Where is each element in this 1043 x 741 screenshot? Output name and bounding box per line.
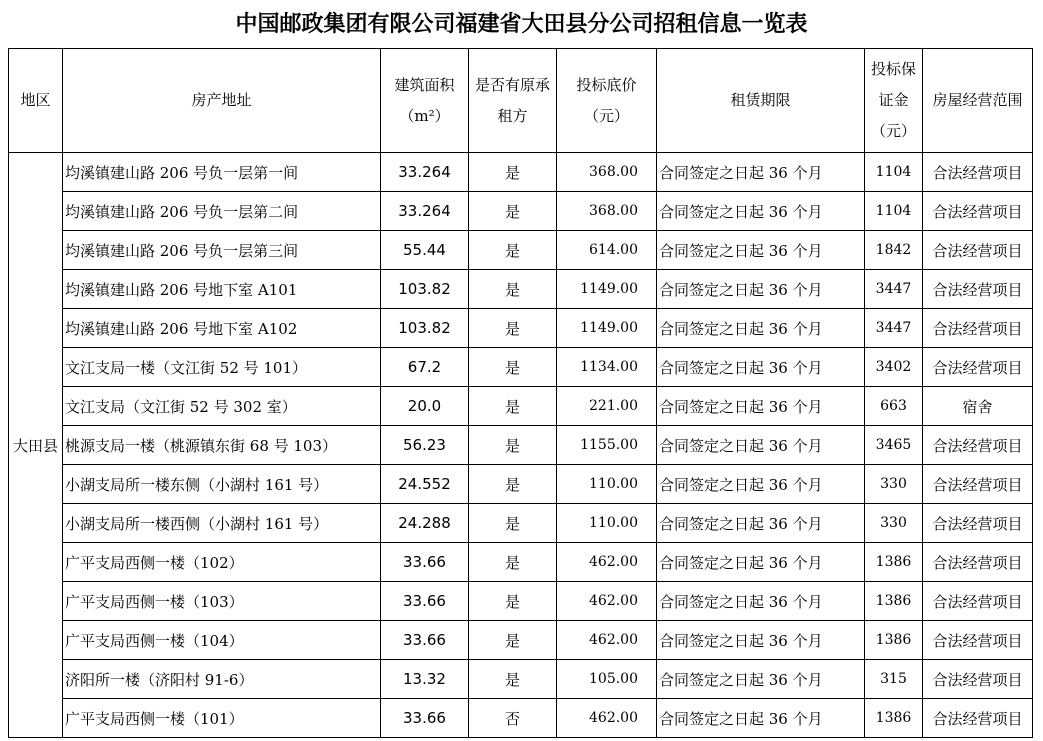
header-period: 租赁期限 xyxy=(657,49,865,153)
cell-lease-period: 合同签定之日起 36 个月 xyxy=(657,543,865,582)
cell-business-scope: 合法经营项目 xyxy=(923,465,1033,504)
header-scope: 房屋经营范围 xyxy=(923,49,1033,153)
cell-deposit: 3447 xyxy=(865,270,923,309)
cell-business-scope: 合法经营项目 xyxy=(923,621,1033,660)
cell-area: 103.82 xyxy=(381,270,469,309)
cell-business-scope: 合法经营项目 xyxy=(923,348,1033,387)
header-deposit-line3: （元） xyxy=(870,122,916,140)
cell-area: 20.0 xyxy=(381,387,469,426)
cell-lease-period: 合同签定之日起 36 个月 xyxy=(657,387,865,426)
cell-area: 24.288 xyxy=(381,504,469,543)
header-deposit-line2: 证金 xyxy=(878,91,909,109)
cell-area: 33.66 xyxy=(381,543,469,582)
cell-has-tenant: 是 xyxy=(469,465,557,504)
cell-address: 小湖支局所一楼西侧（小湖村 161 号） xyxy=(63,504,381,543)
cell-base-price: 368.00 xyxy=(557,192,657,231)
cell-lease-period: 合同签定之日起 36 个月 xyxy=(657,270,865,309)
header-region: 地区 xyxy=(9,49,63,153)
header-tenant-line2: 租方 xyxy=(497,106,528,125)
cell-business-scope: 合法经营项目 xyxy=(923,582,1033,621)
cell-business-scope: 合法经营项目 xyxy=(923,309,1033,348)
table-row xyxy=(9,699,1033,738)
cell-business-scope: 合法经营项目 xyxy=(923,153,1033,192)
cell-business-scope: 合法经营项目 xyxy=(923,543,1033,582)
table-row xyxy=(9,621,1033,660)
cell-business-scope: 合法经营项目 xyxy=(923,426,1033,465)
cell-has-tenant: 是 xyxy=(469,660,557,699)
cell-address: 均溪镇建山路 206 号负一层第二间 xyxy=(63,192,381,231)
cell-business-scope: 合法经营项目 xyxy=(923,660,1033,699)
cell-business-scope: 合法经营项目 xyxy=(923,192,1033,231)
cell-address: 广平支局西侧一楼（101） xyxy=(63,699,381,738)
cell-lease-period: 合同签定之日起 36 个月 xyxy=(657,504,865,543)
cell-address: 文江支局一楼（文江街 52 号 101） xyxy=(63,348,381,387)
header-area-line2: （m²） xyxy=(399,106,450,125)
cell-has-tenant: 是 xyxy=(469,192,557,231)
header-address: 房产地址 xyxy=(63,49,381,153)
cell-lease-period: 合同签定之日起 36 个月 xyxy=(657,153,865,192)
cell-deposit: 3447 xyxy=(865,309,923,348)
cell-business-scope: 合法经营项目 xyxy=(923,504,1033,543)
cell-has-tenant: 是 xyxy=(469,153,557,192)
header-area xyxy=(381,49,469,153)
cell-has-tenant: 是 xyxy=(469,504,557,543)
cell-base-price: 368.00 xyxy=(557,153,657,192)
table-row xyxy=(9,348,1033,387)
cell-lease-period: 合同签定之日起 36 个月 xyxy=(657,660,865,699)
cell-base-price: 462.00 xyxy=(557,543,657,582)
cell-address: 均溪镇建山路 206 号地下室 A102 xyxy=(63,309,381,348)
cell-deposit: 1386 xyxy=(865,621,923,660)
cell-address: 广平支局西侧一楼（103） xyxy=(63,582,381,621)
cell-deposit: 3465 xyxy=(865,426,923,465)
cell-lease-period: 合同签定之日起 36 个月 xyxy=(657,192,865,231)
cell-region: 大田县 xyxy=(9,153,63,738)
cell-base-price: 462.00 xyxy=(557,582,657,621)
cell-base-price: 105.00 xyxy=(557,660,657,699)
cell-address: 广平支局西侧一楼（102） xyxy=(63,543,381,582)
cell-has-tenant: 是 xyxy=(469,231,557,270)
cell-has-tenant: 是 xyxy=(469,426,557,465)
cell-base-price: 1134.00 xyxy=(557,348,657,387)
table-row xyxy=(9,504,1033,543)
cell-area: 103.82 xyxy=(381,309,469,348)
cell-address: 文江支局（文江街 52 号 302 室） xyxy=(63,387,381,426)
cell-lease-period: 合同签定之日起 36 个月 xyxy=(657,582,865,621)
header-price-line1: 投标底价 xyxy=(576,75,637,94)
header-deposit-line1: 投标保 xyxy=(870,60,916,78)
cell-deposit: 1386 xyxy=(865,582,923,621)
document-title: 中国邮政集团有限公司福建省大田县分公司招租信息一览表 xyxy=(235,11,808,37)
cell-lease-period: 合同签定之日起 36 个月 xyxy=(657,465,865,504)
rental-info-table xyxy=(8,48,1033,738)
cell-area: 13.32 xyxy=(381,660,469,699)
cell-lease-period: 合同签定之日起 36 个月 xyxy=(657,426,865,465)
cell-deposit: 3402 xyxy=(865,348,923,387)
cell-has-tenant: 是 xyxy=(469,270,557,309)
table-row xyxy=(9,426,1033,465)
header-tenant xyxy=(469,49,557,153)
cell-area: 24.552 xyxy=(381,465,469,504)
cell-base-price: 462.00 xyxy=(557,699,657,738)
cell-business-scope: 合法经营项目 xyxy=(923,231,1033,270)
cell-lease-period: 合同签定之日起 36 个月 xyxy=(657,699,865,738)
table-row xyxy=(9,192,1033,231)
table-row xyxy=(9,270,1033,309)
header-tenant-line1: 是否有原承 xyxy=(474,75,550,94)
cell-deposit: 1104 xyxy=(865,153,923,192)
cell-deposit: 663 xyxy=(865,387,923,426)
cell-deposit: 1104 xyxy=(865,192,923,231)
cell-business-scope: 宿舍 xyxy=(923,387,1033,426)
cell-deposit: 1386 xyxy=(865,543,923,582)
cell-base-price: 1149.00 xyxy=(557,309,657,348)
cell-has-tenant: 否 xyxy=(469,699,557,738)
cell-deposit: 315 xyxy=(865,660,923,699)
cell-lease-period: 合同签定之日起 36 个月 xyxy=(657,348,865,387)
cell-lease-period: 合同签定之日起 36 个月 xyxy=(657,309,865,348)
header-area-line1: 建筑面积 xyxy=(394,75,455,94)
cell-area: 67.2 xyxy=(381,348,469,387)
table-row xyxy=(9,660,1033,699)
cell-has-tenant: 是 xyxy=(469,582,557,621)
table-row xyxy=(9,465,1033,504)
cell-area: 33.264 xyxy=(381,192,469,231)
cell-address: 均溪镇建山路 206 号负一层第一间 xyxy=(63,153,381,192)
cell-deposit: 1386 xyxy=(865,699,923,738)
header-price-line2: （元） xyxy=(583,106,629,125)
cell-base-price: 221.00 xyxy=(557,387,657,426)
cell-has-tenant: 是 xyxy=(469,387,557,426)
cell-base-price: 110.00 xyxy=(557,465,657,504)
cell-lease-period: 合同签定之日起 36 个月 xyxy=(657,231,865,270)
cell-area: 56.23 xyxy=(381,426,469,465)
cell-has-tenant: 是 xyxy=(469,309,557,348)
table-row xyxy=(9,309,1033,348)
table-row xyxy=(9,387,1033,426)
cell-address: 均溪镇建山路 206 号地下室 A101 xyxy=(63,270,381,309)
table-row xyxy=(9,231,1033,270)
cell-address: 济阳所一楼（济阳村 91-6） xyxy=(63,660,381,699)
cell-address: 桃源支局一楼（桃源镇东街 68 号 103） xyxy=(63,426,381,465)
cell-business-scope: 合法经营项目 xyxy=(923,270,1033,309)
cell-has-tenant: 是 xyxy=(469,348,557,387)
cell-area: 33.66 xyxy=(381,621,469,660)
cell-base-price: 462.00 xyxy=(557,621,657,660)
header-row xyxy=(9,49,1033,153)
cell-deposit: 1842 xyxy=(865,231,923,270)
cell-address: 广平支局西侧一楼（104） xyxy=(63,621,381,660)
cell-lease-period: 合同签定之日起 36 个月 xyxy=(657,621,865,660)
cell-deposit: 330 xyxy=(865,465,923,504)
cell-address: 小湖支局所一楼东侧（小湖村 161 号） xyxy=(63,465,381,504)
cell-base-price: 110.00 xyxy=(557,504,657,543)
table-row xyxy=(9,582,1033,621)
cell-area: 33.264 xyxy=(381,153,469,192)
table-row xyxy=(9,543,1033,582)
cell-area: 55.44 xyxy=(381,231,469,270)
cell-address: 均溪镇建山路 206 号负一层第三间 xyxy=(63,231,381,270)
header-deposit xyxy=(865,49,923,153)
cell-has-tenant: 是 xyxy=(469,621,557,660)
cell-deposit: 330 xyxy=(865,504,923,543)
cell-business-scope: 合法经营项目 xyxy=(923,699,1033,738)
cell-base-price: 1149.00 xyxy=(557,270,657,309)
cell-area: 33.66 xyxy=(381,699,469,738)
header-price xyxy=(557,49,657,153)
cell-area: 33.66 xyxy=(381,582,469,621)
cell-base-price: 1155.00 xyxy=(557,426,657,465)
table-row xyxy=(9,153,1033,192)
cell-has-tenant: 是 xyxy=(469,543,557,582)
cell-base-price: 614.00 xyxy=(557,231,657,270)
